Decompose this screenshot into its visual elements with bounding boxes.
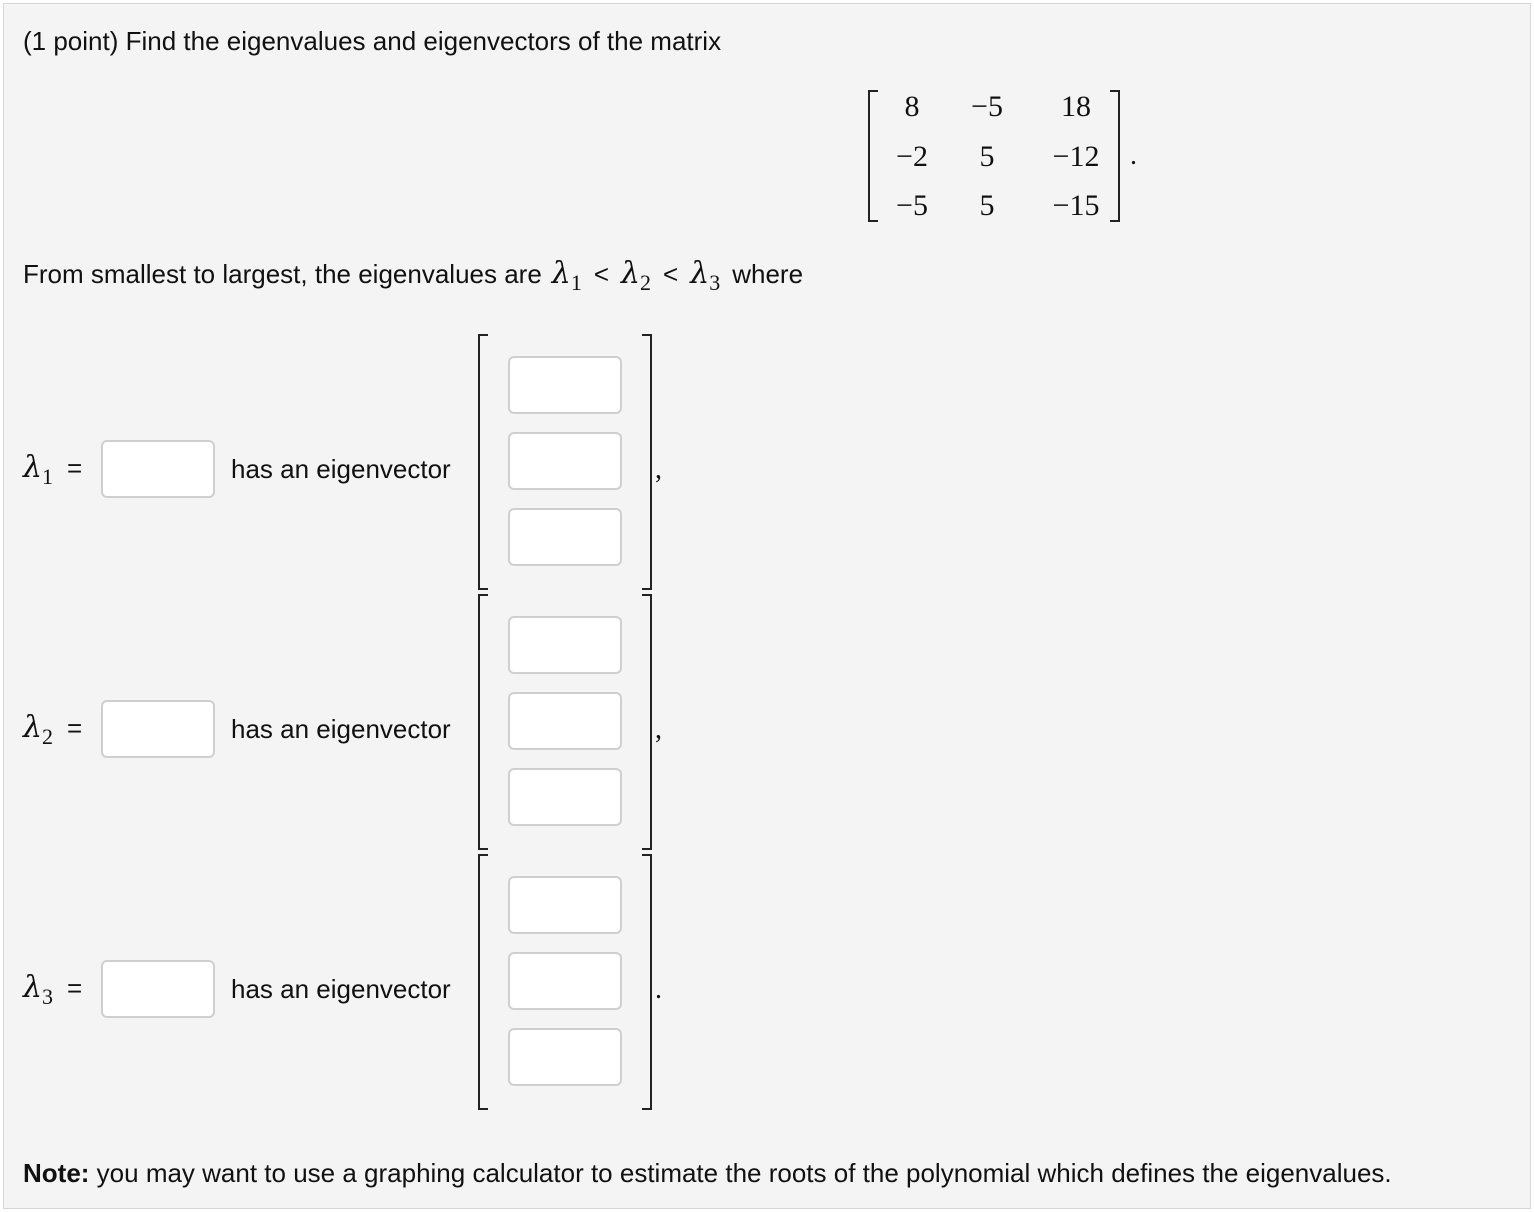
vector-right-bracket — [642, 594, 652, 850]
note — [23, 1158, 1392, 1189]
trailing-comma: , — [655, 454, 662, 485]
lambda-symbol: λ — [23, 450, 43, 485]
matrix-period: . — [1130, 140, 1137, 171]
eigenvector-2-entry-2[interactable] — [508, 692, 622, 750]
vector-left-bracket — [478, 854, 488, 1110]
matrix-cell: −15 — [1052, 189, 1100, 222]
trailing-comma: , — [655, 714, 662, 745]
vector-left-bracket — [478, 334, 488, 590]
note-label: Note: — [23, 1158, 90, 1188]
vector-right-bracket — [642, 854, 652, 1110]
eigen-row-1 — [4, 334, 704, 594]
eigenvalue-input-3[interactable] — [101, 960, 215, 1018]
matrix-cell: 5 — [979, 140, 995, 173]
lambda-symbol: λ — [551, 256, 571, 291]
eigenvector-1-entry-1[interactable] — [508, 356, 622, 414]
eigenvector-2-entry-3[interactable] — [508, 768, 622, 826]
matrix-cell: −12 — [1052, 140, 1100, 173]
matrix — [868, 90, 1138, 224]
matrix-cell: −2 — [896, 140, 928, 173]
matrix-cell: 8 — [904, 90, 920, 123]
eigenvector-2-entry-1[interactable] — [508, 616, 622, 674]
equals-sign: = — [67, 973, 83, 1003]
matrix-cell: −5 — [896, 189, 928, 222]
note-text: you may want to use a graphing calculator to estimate the roots of the polynomial which defines the eigenvalues. — [96, 1158, 1392, 1188]
order-suffix: where — [732, 259, 804, 289]
eigenvector-1-entry-3[interactable] — [508, 508, 622, 566]
less-than: < — [663, 259, 679, 289]
less-than: < — [593, 259, 609, 289]
eigenvector-1-entry-2[interactable] — [508, 432, 622, 490]
trailing-period: . — [655, 974, 662, 1005]
equals-sign: = — [67, 713, 83, 743]
lambda-subscript: 1 — [570, 270, 582, 295]
matrix-cell: 5 — [979, 189, 995, 222]
lambda-subscript: 3 — [709, 270, 721, 295]
eigenvalue-input-1[interactable] — [101, 440, 215, 498]
order-prefix: From smallest to largest, the eigenvalues are — [23, 259, 542, 289]
eigenvector-label: has an eigenvector — [231, 454, 451, 484]
lambda-symbol: λ — [690, 256, 710, 291]
eigenvector-3-entry-1[interactable] — [508, 876, 622, 934]
lambda-subscript: 2 — [640, 270, 652, 295]
eigenvector-3-entry-3[interactable] — [508, 1028, 622, 1086]
matrix-cell: 18 — [1061, 90, 1091, 123]
lambda-subscript: 2 — [42, 724, 54, 749]
eigenvalue-input-2[interactable] — [101, 700, 215, 758]
eigenvector-label: has an eigenvector — [231, 714, 451, 744]
lambda-symbol: λ — [621, 256, 641, 291]
lambda-label — [23, 970, 83, 1009]
eigen-row-3 — [4, 854, 704, 1114]
lambda-symbol: λ — [23, 710, 43, 745]
equals-sign: = — [67, 453, 83, 483]
lambda-symbol: λ — [23, 970, 43, 1005]
lambda-label — [23, 450, 83, 489]
eigen-row-2 — [4, 594, 704, 854]
eigenvector-label: has an eigenvector — [231, 974, 451, 1004]
eigenvalue-order-sentence — [23, 256, 804, 295]
eigenvector-3-entry-2[interactable] — [508, 952, 622, 1010]
problem-prompt: (1 point) Find the eigenvalues and eigenvectors of the matrix — [23, 26, 722, 56]
vector-left-bracket — [478, 594, 488, 850]
lambda-subscript: 1 — [42, 464, 54, 489]
matrix-right-bracket — [1110, 90, 1120, 222]
lambda-label — [23, 710, 83, 749]
problem-panel — [3, 3, 1531, 1209]
lambda-subscript: 3 — [42, 984, 54, 1009]
matrix-cell: −5 — [971, 90, 1003, 123]
vector-right-bracket — [642, 334, 652, 590]
